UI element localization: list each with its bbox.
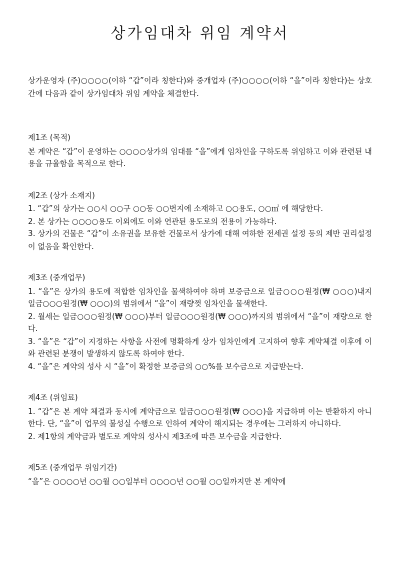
article-paragraph: 2. 월세는 일금○○○원정(₩ ○○○)부터 일금○○○원정(₩ ○○○)까지의 범위에서 “을”이 재량으로 한다. bbox=[28, 311, 372, 333]
article-paragraph: 2. 제1항의 계약금과 별도로 계약의 성사시 제3조에 따른 보수금을 지급한다. bbox=[28, 431, 282, 441]
article-4 bbox=[28, 392, 372, 443]
contract-intro: 상가운영자 (주)○○○○(이하 “갑”이라 칭한다)와 중개업자 (주)○○○○(이하 “을”이라 칭한다)는 상호간에 다음과 같이 상가임대차 위임 계약을 체결한다. bbox=[28, 76, 372, 98]
document-title: 상가임대차 위임 계약서 bbox=[110, 24, 290, 42]
article-body bbox=[28, 476, 372, 489]
article-3 bbox=[28, 272, 372, 373]
article-body bbox=[28, 286, 372, 374]
article-2 bbox=[28, 190, 372, 254]
article-paragraph: 2. 본 상가는 ○○○○용도 이외에도 이와 연관된 용도로의 전용이 가능하다. bbox=[28, 216, 277, 226]
article-paragraph: “을”은 ○○○○년 ○○월 ○○일부터 ○○○○년 ○○월 ○○일까지만 본 계약에 bbox=[28, 476, 286, 486]
article-paragraph: 3. “을”은 “갑”이 지정하는 사항을 사전에 명확하게 상가 임차인에게 고지하여 향후 계약체결 이후에 이와 관련된 분쟁이 발생하지 않도록 하여야 한다. bbox=[28, 336, 372, 358]
article-1 bbox=[28, 132, 372, 171]
article-paragraph: 1. “갑”은 본 계약 체결과 동시에 계약금으로 일금○○○원정(₩ ○○○)을 지급하며 이는 반환하지 아니한다. 단, “을”이 업무의 불성실 수행으로 인하여 계약이 해지되는 경우에는 그러하지 아니하다. bbox=[28, 406, 372, 428]
article-body bbox=[28, 146, 372, 171]
article-5 bbox=[28, 462, 372, 488]
article-title: 제2조 (상가 소재지) bbox=[28, 190, 95, 200]
article-paragraph: 1. “갑”의 상가는 ○○시 ○○구 ○○동 ○○번지에 소재하고 ○○용도, ○○㎡ 에 해당한다. bbox=[28, 204, 323, 213]
article-body bbox=[28, 203, 372, 253]
article-body bbox=[28, 406, 372, 444]
article-title: 제1조 (목적) bbox=[28, 133, 71, 142]
article-paragraph: 3. 상가의 건물은 “갑”이 소유권을 보유한 건물로서 상가에 대해 여하한 전세권 설정 등의 제반 권리설정이 없음을 확인한다. bbox=[28, 229, 372, 251]
article-title: 제4조 (위임료) bbox=[28, 393, 78, 402]
article-paragraph: 1. “을”은 상가의 용도에 적합한 임차인을 물색하여야 하며 보증금으로 일금○○○원정(₩ ○○○)내지 일금○○○원정(₩ ○○○)의 범위에서 “을”이 재량껏 임차인을 물색한다. bbox=[28, 286, 372, 308]
article-paragraph: 4. “을”은 계약의 성사 시 “을”이 확정한 보증금의 ○○%를 보수금으로 지급받는다. bbox=[28, 361, 304, 371]
article-paragraph: 본 계약은 “갑”이 운영하는 ○○○○상가의 임대를 “을”에게 임차인을 구하도록 위임하고 이와 관련된 내용을 규율함을 목적으로 한다. bbox=[28, 146, 372, 168]
article-title: 제3조 (중개업무) bbox=[28, 273, 86, 282]
article-title: 제5조 (중개업무 위임기간) bbox=[28, 463, 117, 472]
